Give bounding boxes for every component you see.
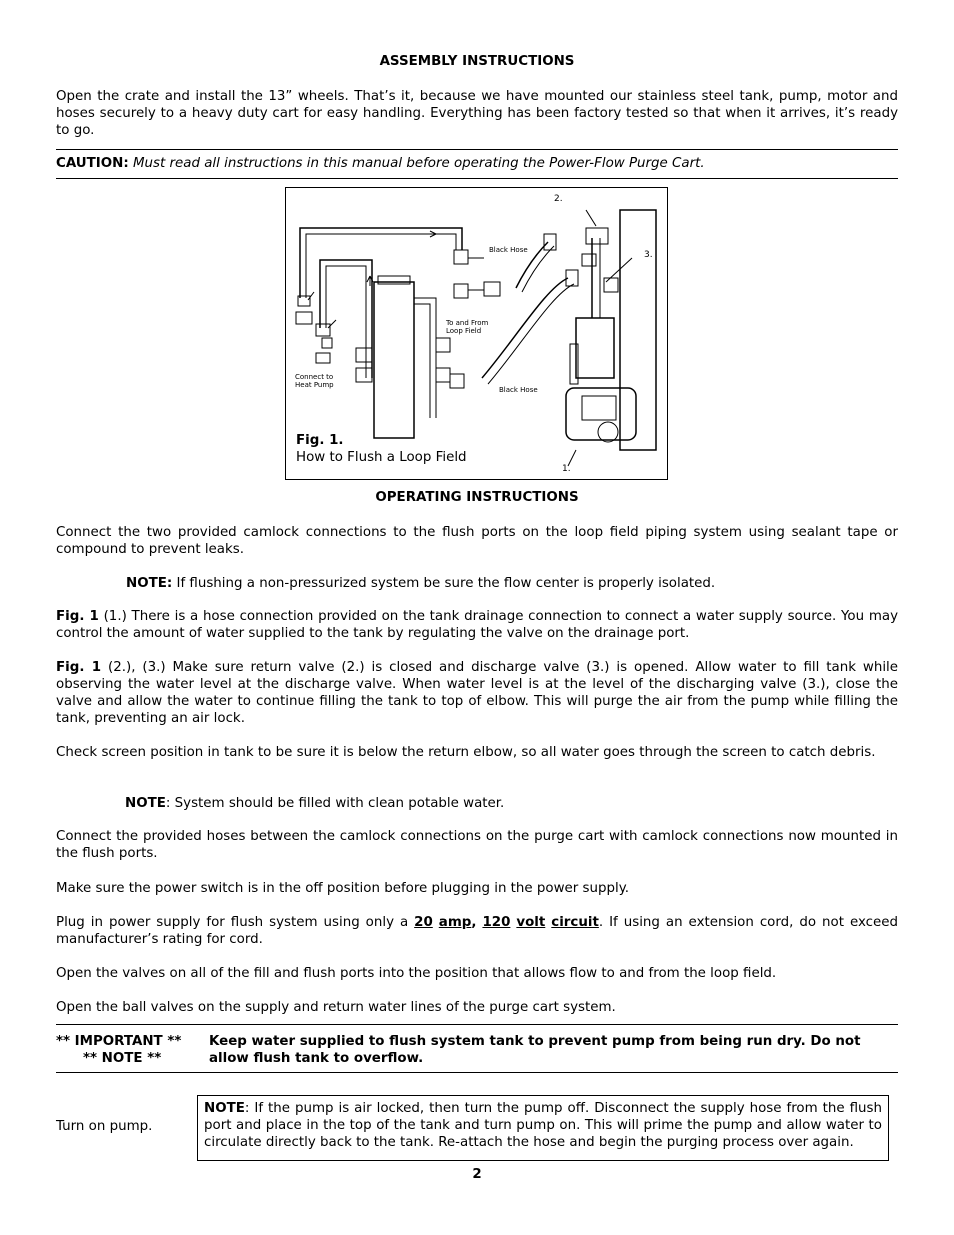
assembly-paragraph: Open the crate and install the 13” wheels. That’s it, because we have mounted our stainless steel tank, pump, motor and hoses securely to a heavy duty cart for easy handling. Everything has been factory tested so that when it arrives, it’s ready to go. <box>56 89 898 138</box>
hoses-paragraph: Connect the provided hoses between the camlock connections on the purge cart with camlock connections now mounted in the flush ports. <box>56 829 898 861</box>
fig-ref: Fig. 1 <box>56 609 99 624</box>
switch-paragraph: Make sure the power switch is in the off position before plugging in the power supply. <box>56 881 630 896</box>
air-lock-note-box <box>197 1095 889 1161</box>
circuit-word: circuit <box>551 915 599 930</box>
valves-paragraph: Open the valves on all of the fill and flush ports into the position that allows flow to and from the loop field. <box>56 966 777 981</box>
amp-value: 20 <box>414 915 433 930</box>
note-potable <box>125 795 898 812</box>
label-black-hose-top: Black Hose <box>489 246 528 254</box>
label-to-from-1: To and From <box>446 319 489 327</box>
figure-label: Fig. 1. <box>296 433 344 448</box>
power-text-end: . If using an extension cord, do not exceed manufacturer’s rating for cord. <box>56 915 898 947</box>
amp-unit: amp <box>438 915 472 930</box>
volt-value: 120 <box>482 915 511 930</box>
label-heat-pump-2: Heat Pump <box>295 381 334 389</box>
label-heat-pump-1: Connect to <box>295 373 334 381</box>
note-text: : If the pump is air locked, then turn the pump off. Disconnect the supply hose from the flush port and place in the top of the tank and turn pump on. This will prime the pump and allow water to circulate directly back to the tank. Re-attach the hose and begin the purging process over again. <box>204 1101 882 1150</box>
label-black-hose-bottom: Black Hose <box>499 386 538 394</box>
label-to-from-2: Loop Field <box>446 327 482 335</box>
assembly-title: ASSEMBLY INSTRUCTIONS <box>379 54 575 69</box>
divider <box>56 1072 898 1073</box>
note-text: : System should be filled with clean potable water. <box>165 796 505 811</box>
divider <box>56 1024 898 1025</box>
important-line-1: Keep water supplied to flush system tank to prevent pump from being run dry. Do not <box>209 1034 861 1049</box>
label-3: 3. <box>644 250 653 260</box>
figure-flush-loop-field <box>285 187 668 480</box>
label-2: 2. <box>554 194 563 204</box>
power-text: Plug in power supply for flush system using only a <box>56 915 415 930</box>
fig-ref-text: (1.) There is a hose connection provided on the tank drainage connection to connect a water supply source. You may control the amount of water supplied to the tank by regulating the valve on the drainage port. <box>56 609 898 641</box>
fig-ref-text: (2.), (3.) Make sure return valve (2.) is closed and discharge valve (3.) is opened. Allow water to fill tank while observing the water level at the discharge valve. When water level is at the level of the discharging valve (3.), close the valve and allow the water to continue filling the tank to top of elbow. This will purge the air from the pump while filling the tank, preventing an air lock. <box>56 660 898 726</box>
note-nonpressurized <box>126 575 898 592</box>
fig-ref: Fig. 1 <box>56 660 102 675</box>
fig1-step2-3 <box>56 659 898 727</box>
page-number: 2 <box>472 1167 482 1182</box>
operating-title: OPERATING INSTRUCTIONS <box>375 490 579 505</box>
label-1: 1. <box>562 464 571 474</box>
screen-paragraph: Check screen position in tank to be sure it is below the return elbow, so all water goes through the screen to catch debris. <box>56 745 876 760</box>
divider <box>56 149 898 150</box>
caution-label: CAUTION: <box>56 156 129 171</box>
ball-valves-paragraph: Open the ball valves on the supply and return water lines of the purge cart system. <box>56 1000 616 1015</box>
note-label: NOTE <box>125 796 166 811</box>
note-label: NOTE: <box>126 576 173 591</box>
note-text: If flushing a non-pressurized system be sure the flow center is properly isolated. <box>172 576 716 591</box>
caution-text: Must read all instructions in this manual before operating the Power-Flow Purge Cart. <box>132 156 705 171</box>
figure-caption <box>296 432 467 466</box>
important-label-2: ** NOTE ** <box>83 1051 162 1066</box>
figure-title: How to Flush a Loop Field <box>296 450 467 465</box>
note-label: NOTE <box>204 1101 245 1116</box>
fig1-step1 <box>56 608 898 642</box>
turn-on-pump: Turn on pump. <box>56 1119 153 1134</box>
operating-paragraph-1: Connect the two provided camlock connections to the flush ports on the loop field piping system using sealant tape or compound to prevent leaks. <box>56 525 898 557</box>
divider <box>56 178 898 179</box>
power-paragraph: Plug in power supply for flush system using only a 20 amp, 120 volt circuit. If using an extension cord, do not exceed manufacturer’s rating for cord. <box>56 915 898 947</box>
important-label-1: ** IMPORTANT ** <box>56 1034 182 1049</box>
volt-unit: volt <box>516 915 546 930</box>
caution-line <box>56 155 898 172</box>
important-line-2: allow flush tank to overflow. <box>209 1051 424 1066</box>
